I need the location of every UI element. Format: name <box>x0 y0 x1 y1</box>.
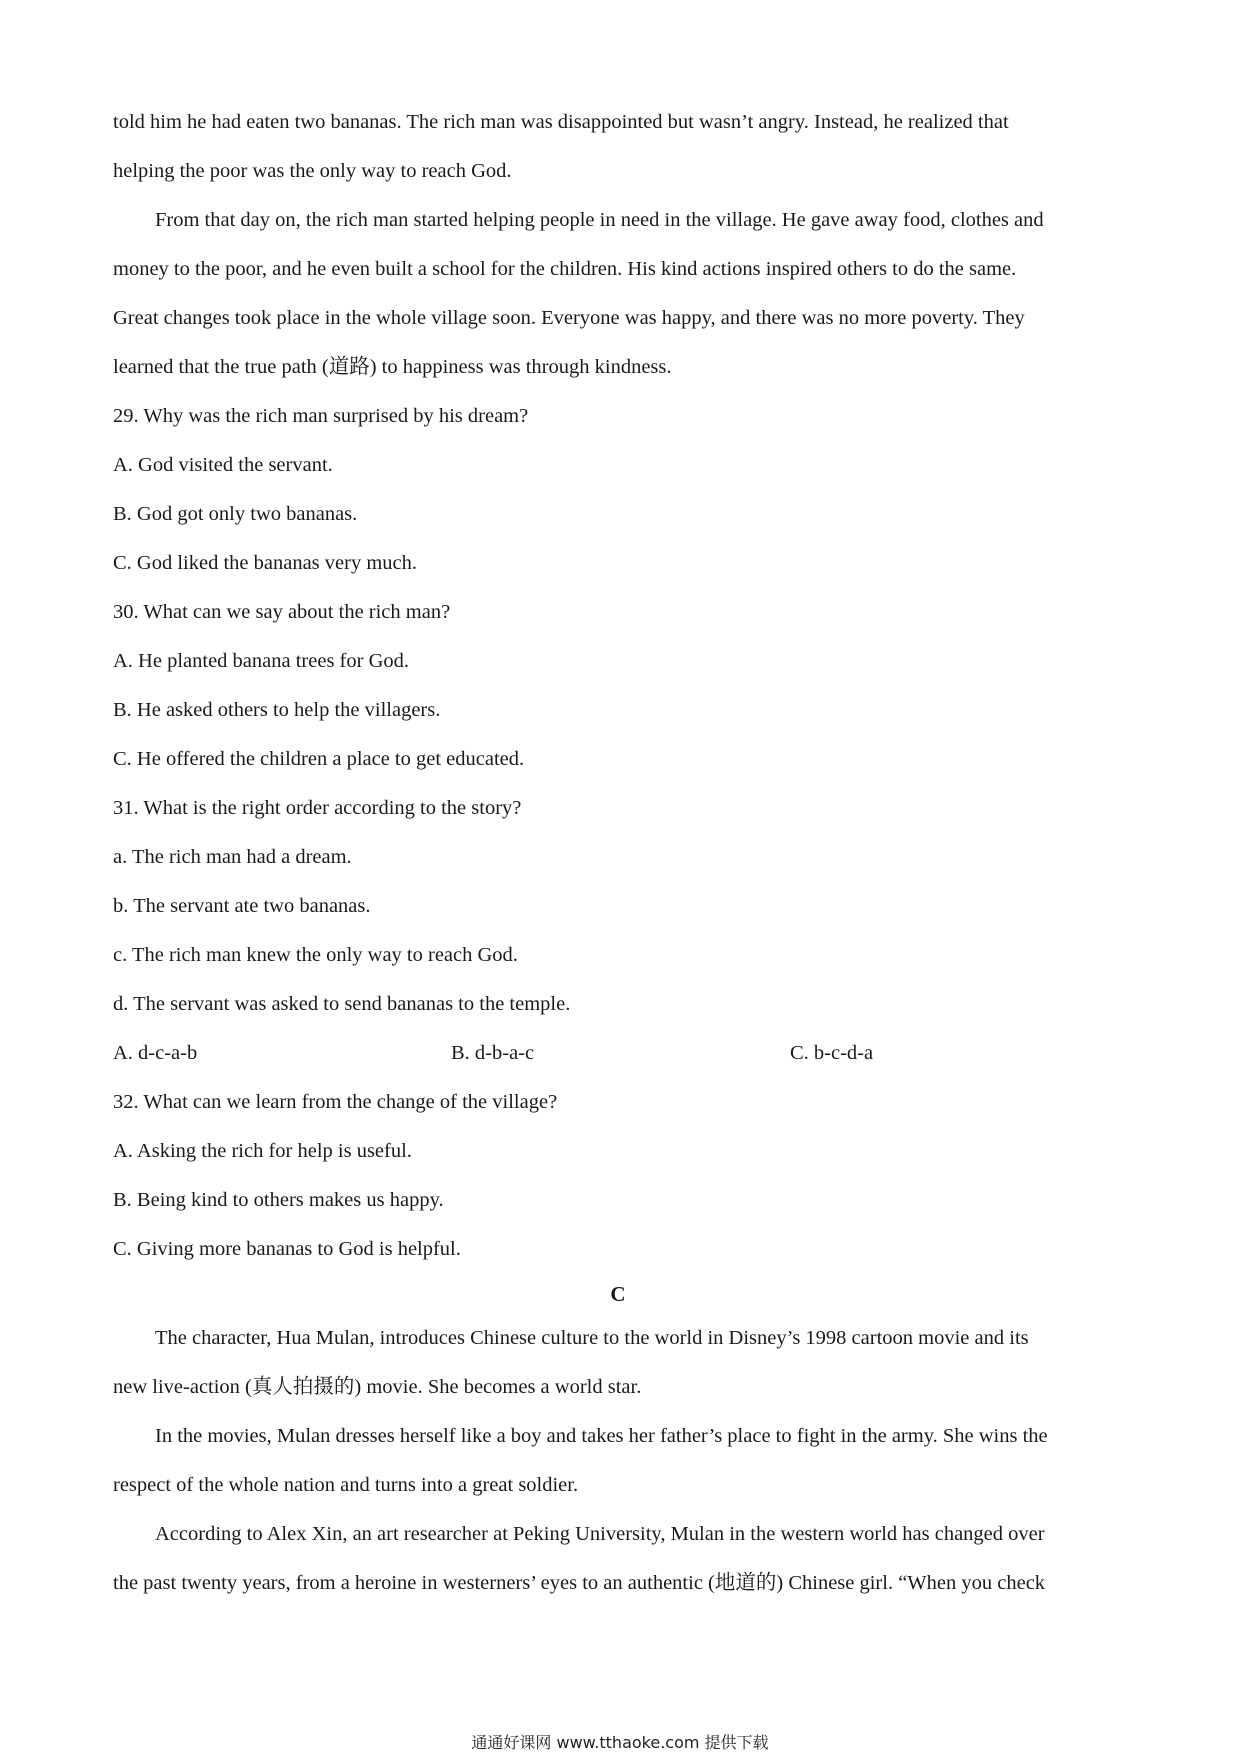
option-b: B. He asked others to help the villagers. <box>113 699 441 721</box>
question-29 <box>113 392 1123 588</box>
paragraph-line: money to the poor, and he even built a school for the children. His kind actions inspired others to do the same. <box>113 258 1017 280</box>
option-a: A. God visited the servant. <box>113 454 333 476</box>
option-c: C. b-c-d-a <box>790 1042 874 1064</box>
passage-c <box>113 1314 1123 1608</box>
paragraph-line: told him he had eaten two bananas. The rich man was disappointed but wasn’t angry. Instead, he realized that <box>113 111 1009 133</box>
option-b: B. Being kind to others makes us happy. <box>113 1189 444 1211</box>
section-heading: C <box>610 1282 626 1306</box>
paragraph-line: The character, Hua Mulan, introduces Chinese culture to the world in Disney’s 1998 cartoon movie and its <box>155 1327 1029 1349</box>
option-b: B. God got only two bananas. <box>113 503 358 525</box>
question-stem: 31. What is the right order according to the story? <box>113 797 522 819</box>
paragraph-line: learned that the true path (道路) to happiness was through kindness. <box>113 356 672 378</box>
paragraph-line: Great changes took place in the whole village soon. Everyone was happy, and there was no more poverty. They <box>113 307 1025 329</box>
option-a: A. He planted banana trees for God. <box>113 650 409 672</box>
paragraph-line: In the movies, Mulan dresses herself like a boy and takes her father’s place to fight in the army. She wins the <box>155 1425 1048 1447</box>
options-row <box>113 1029 1123 1078</box>
paragraph-line: According to Alex Xin, an art researcher at Peking University, Mulan in the western world has changed over <box>155 1523 1045 1545</box>
passage-b-ending <box>113 98 1123 392</box>
paragraph-line: the past twenty years, from a heroine in westerners’ eyes to an authentic (地道的) Chinese girl. “When you check <box>113 1572 1046 1594</box>
option-a: A. Asking the rich for help is useful. <box>113 1140 412 1162</box>
order-item: c. The rich man knew the only way to reach God. <box>113 944 518 966</box>
document-page <box>113 98 1123 1608</box>
option-a: A. d-c-a-b <box>113 1042 198 1064</box>
order-item: d. The servant was asked to send bananas to the temple. <box>113 993 571 1015</box>
question-31 <box>113 784 1123 1078</box>
order-item: a. The rich man had a dream. <box>113 846 352 868</box>
question-32 <box>113 1078 1123 1274</box>
order-item: b. The servant ate two bananas. <box>113 895 371 917</box>
page-footer: 通通好课网 www.tthaoke.com 提供下载 <box>471 1733 769 1752</box>
question-30 <box>113 588 1123 784</box>
question-stem: 29. Why was the rich man surprised by his dream? <box>113 405 529 427</box>
paragraph-line: respect of the whole nation and turns into a great soldier. <box>113 1474 579 1496</box>
paragraph-line: From that day on, the rich man started helping people in need in the village. He gave away food, clothes and <box>155 209 1044 231</box>
question-stem: 32. What can we learn from the change of the village? <box>113 1091 558 1113</box>
paragraph-line: new live-action (真人拍摄的) movie. She becomes a world star. <box>113 1376 642 1398</box>
option-b: B. d-b-a-c <box>451 1042 535 1064</box>
option-c: C. God liked the bananas very much. <box>113 552 418 574</box>
option-c: C. Giving more bananas to God is helpful. <box>113 1238 461 1260</box>
paragraph-line: helping the poor was the only way to reach God. <box>113 160 512 182</box>
option-c: C. He offered the children a place to get educated. <box>113 748 525 770</box>
question-stem: 30. What can we say about the rich man? <box>113 601 451 623</box>
